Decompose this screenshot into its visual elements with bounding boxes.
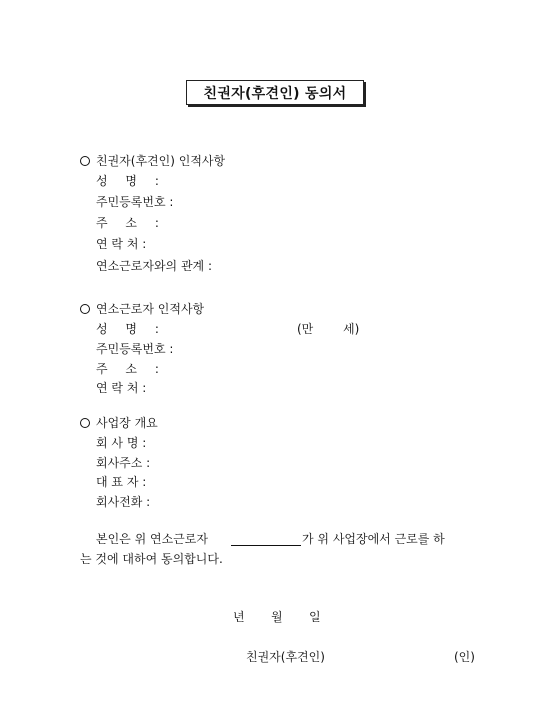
seal-mark: (인)	[454, 650, 475, 664]
guardian-address-label: 주 소 :	[96, 216, 159, 230]
consent-line2: 는 것에 대하여 동의합니다.	[80, 552, 223, 566]
minor-name-blank	[231, 532, 301, 546]
circle-bullet-icon	[80, 304, 90, 314]
minor-name-label: 성 명 :	[96, 322, 159, 336]
guardian-id-label: 주민등록번호 :	[96, 195, 174, 209]
date-year: 년	[233, 610, 245, 624]
date-day: 일	[309, 610, 321, 624]
minor-address-label: 주 소 :	[96, 362, 159, 376]
guardian-name-label: 성 명 :	[96, 174, 159, 188]
guardian-relation-label: 연소근로자와의 관계 :	[96, 259, 213, 273]
section3-heading-row	[80, 416, 158, 430]
consent-line1	[96, 532, 208, 546]
ceo-label: 대 표 자 :	[96, 475, 147, 489]
company-name-label: 회 사 명 :	[96, 436, 147, 450]
section2-heading-row	[80, 302, 204, 316]
signature-label: 친권자(후견인)	[246, 650, 325, 664]
minor-id-label: 주민등록번호 :	[96, 342, 174, 356]
section1-heading-row	[80, 154, 225, 168]
section3-heading: 사업장 개요	[96, 416, 158, 430]
section1-heading: 친권자(후견인) 인적사항	[96, 154, 226, 168]
circle-bullet-icon	[80, 418, 90, 428]
minor-contact-label: 연 락 처 :	[96, 381, 147, 395]
company-phone-label: 회사전화 :	[96, 495, 151, 509]
age-close: 세)	[343, 322, 360, 336]
consent-part1: 본인은 위 연소근로자	[96, 532, 208, 546]
document-title: 친권자(후견인) 동의서	[186, 80, 364, 105]
section2-heading: 연소근로자 인적사항	[96, 302, 205, 316]
circle-bullet-icon	[80, 156, 90, 166]
consent-part2: 가 위 사업장에서 근로를 하	[302, 532, 445, 546]
date-month: 월	[271, 610, 283, 624]
guardian-contact-label: 연 락 처 :	[96, 237, 147, 251]
age-open: (만	[297, 322, 314, 336]
company-address-label: 회사주소 :	[96, 456, 151, 470]
